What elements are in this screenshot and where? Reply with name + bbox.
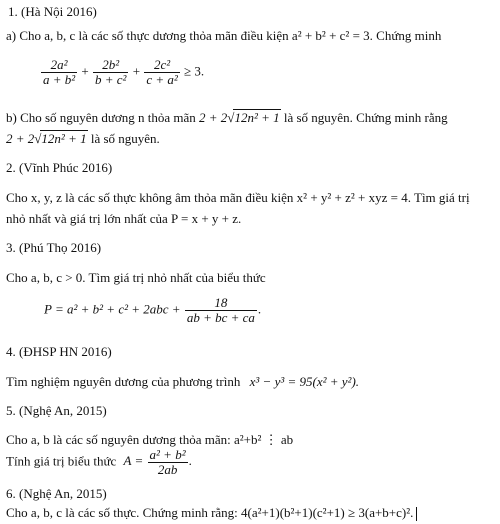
problem-5-line1: Cho a, b là các số nguyên dương thỏa mãn: a²+b² ⋮ ab bbox=[6, 432, 294, 447]
problem-2-line1: Cho x, y, z là các số thực không âm thỏa mãn điều kiện x² + y² + z² + xyz = 4. Tìm giá trị bbox=[6, 190, 470, 205]
problem-3-line1: Cho a, b, c > 0. Tìm giá trị nhỏ nhất của biểu thức bbox=[6, 270, 266, 285]
problem-5-heading: 5. (Nghệ An, 2015) bbox=[6, 403, 107, 418]
problem-2-line2: nhỏ nhất và giá trị lớn nhất của P = x + y + z. bbox=[6, 211, 242, 226]
problem-5-line2: Tính giá trị biểu thức A = $\frac{\text{a² + b²}}{2ab}$ . bbox=[6, 447, 192, 477]
problem-6-heading: 6. (Nghệ An, 2015) bbox=[6, 486, 107, 501]
equation: x³ − y³ = 95(x² + y²). bbox=[249, 374, 360, 389]
problem-1a-inequality: $\frac{\text{2a²}}{\text{a + b²}}$ + $\frac{\text{2b²}}{\text{b + c²}}$ + $\frac{\text{2c²}}{\text{c + a²}}$ ≥ 3. bbox=[43, 57, 205, 87]
text-cursor bbox=[416, 507, 417, 521]
fraction: $\frac{18}{ab + bc + ca}$ bbox=[186, 295, 255, 325]
fraction: $\frac{\text{2a²}}{\text{a + b²}}$ bbox=[43, 57, 76, 87]
problem-4-line1: Tìm nghiệm nguyên dương của phương trình x³ − y³ = 95(x² + y²). bbox=[6, 374, 360, 389]
inequality-tail: ≥ 3. bbox=[184, 63, 205, 79]
problem-1b-line2: 2 + 2√12n² + 1 là số nguyên. bbox=[6, 131, 160, 146]
problem-6-line1: Cho a, b, c là các số thực. Chứng minh rằng: 4(a²+1)(b²+1)(c²+1) ≥ 3(a+b+c)². bbox=[6, 505, 417, 521]
problem-1a-statement: a) Cho a, b, c là các số thực dương thỏa mãn điều kiện a² + b² + c² = 3. Chứng minh bbox=[6, 28, 442, 43]
problem-4-heading: 4. (ĐHSP HN 2016) bbox=[6, 344, 112, 359]
problem-1-heading: 1. (Hà Nội 2016) bbox=[8, 4, 97, 19]
problem-3-heading: 3. (Phú Thọ 2016) bbox=[6, 240, 102, 255]
fraction: $\frac{\text{a² + b²}}{2ab}$ bbox=[149, 447, 186, 477]
problem-2-heading: 2. (Vĩnh Phúc 2016) bbox=[6, 160, 113, 175]
fraction: $\frac{\text{2c²}}{\text{c + a²}}$ bbox=[146, 57, 178, 87]
problem-1b-line1: b) Cho số nguyên dương n thỏa mãn 2 + 2√12n² + 1 là số nguyên. Chứng minh rằng bbox=[6, 110, 448, 125]
problem-3-expression: P = a² + b² + c² + 2abc + $\frac{18}{ab + bc + ca}$ . bbox=[44, 295, 262, 325]
fraction: $\frac{\text{2b²}}{\text{b + c²}}$ bbox=[95, 57, 127, 87]
